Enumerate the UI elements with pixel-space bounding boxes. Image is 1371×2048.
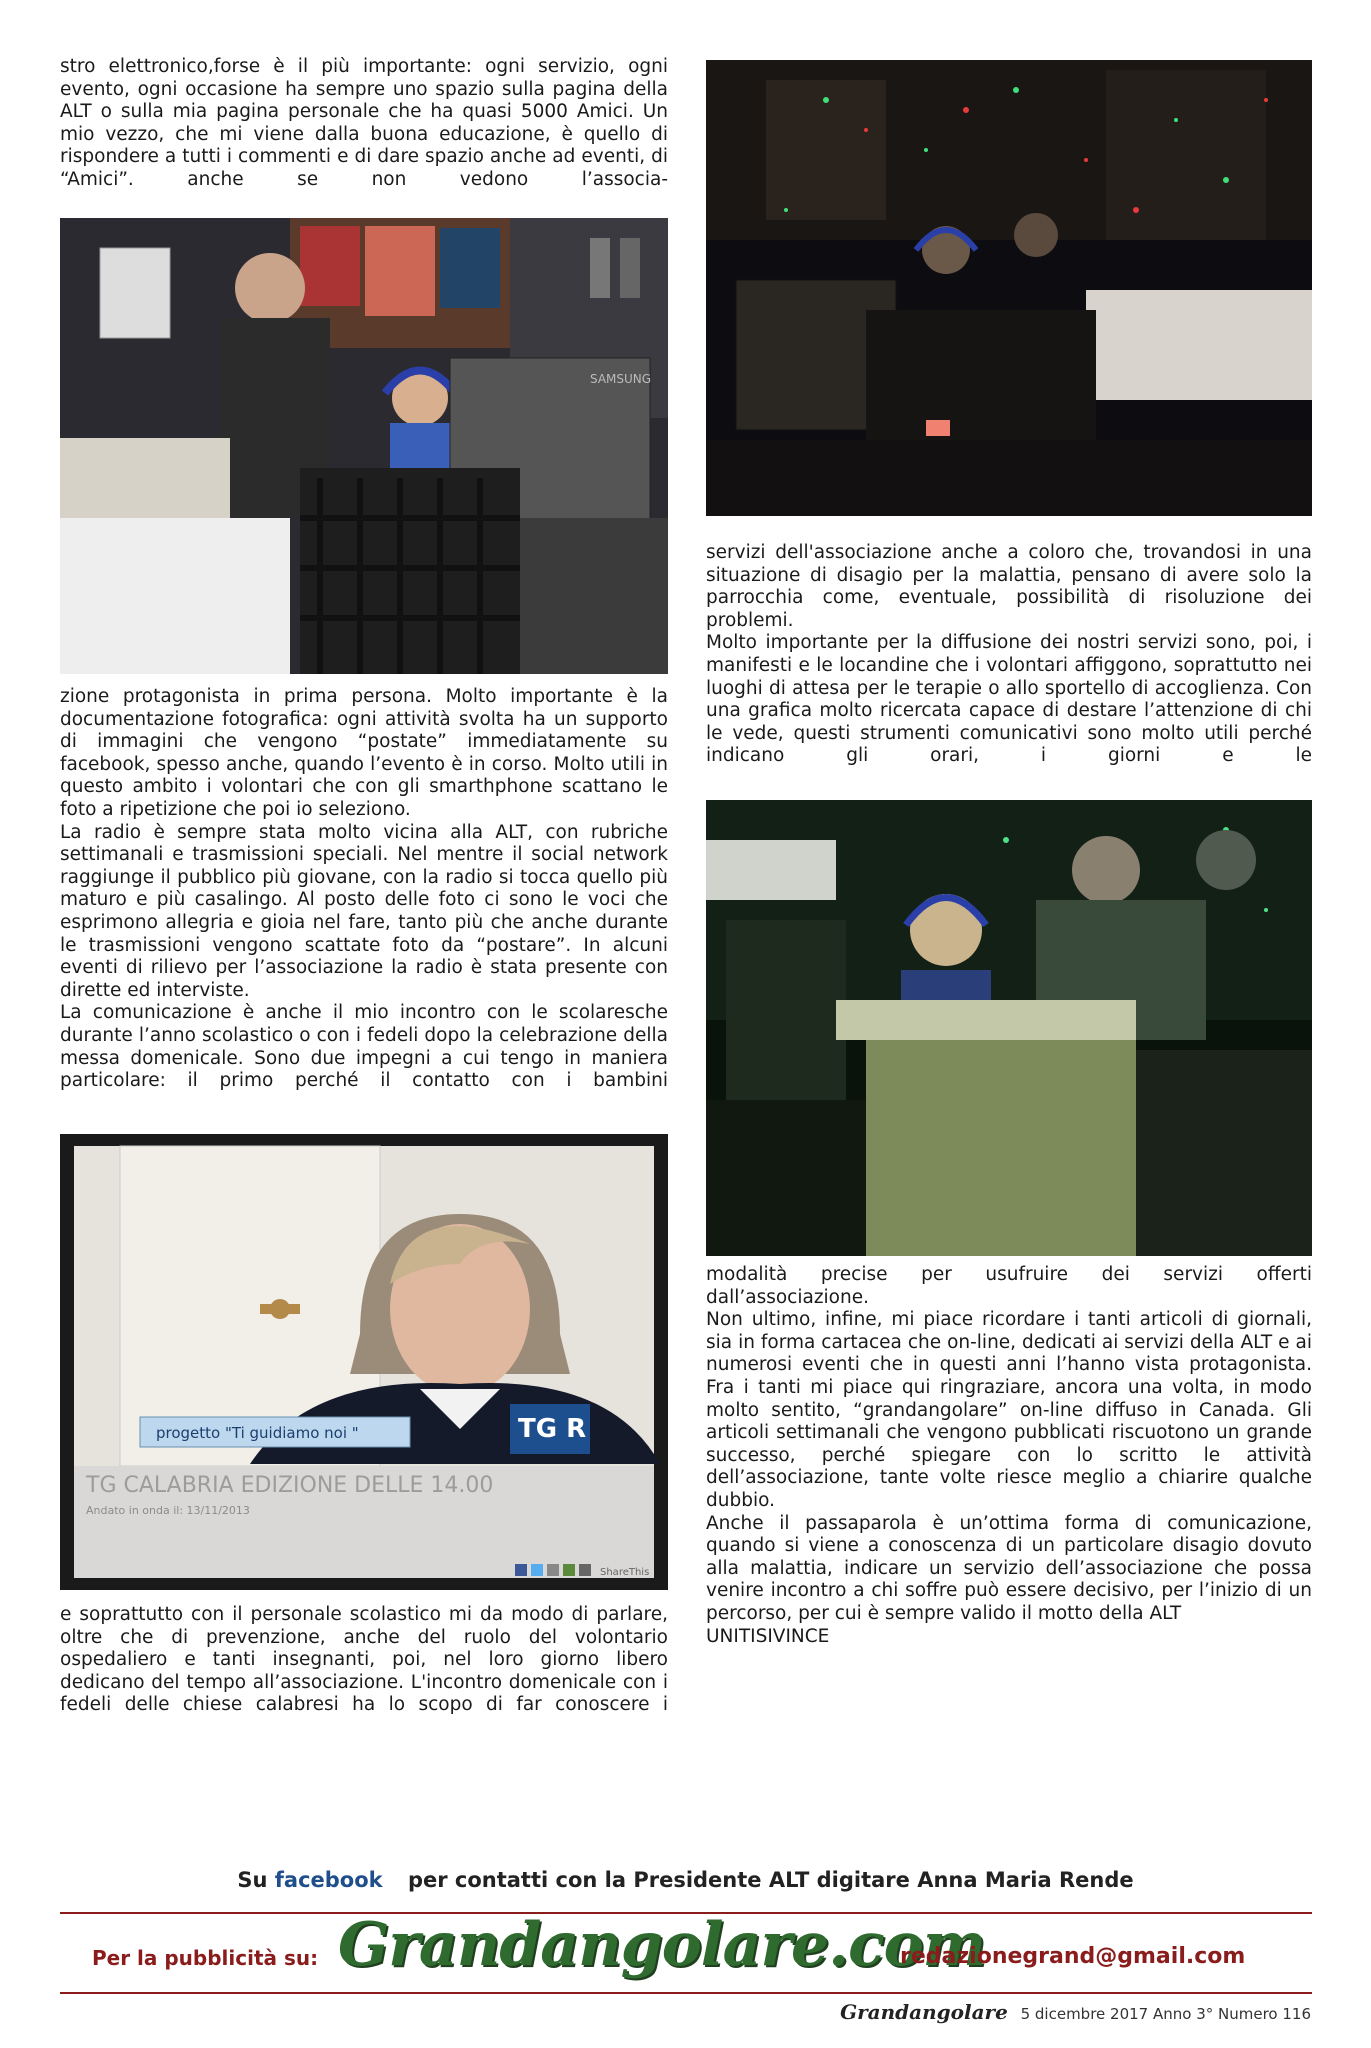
divider — [60, 1992, 1312, 1994]
page-footer — [840, 2000, 1311, 2024]
advertising-row — [60, 1910, 1312, 1990]
photo-studio-green — [706, 800, 1312, 1256]
facebook-prefix: Su — [237, 1868, 268, 1892]
svg-text:ShareThis: ShareThis — [600, 1567, 650, 1578]
brand-logo[interactable]: Grandangolare.com — [338, 1910, 986, 1980]
article-paragraph: La radio è sempre stata molto vicina alla ALT, con rubriche settimanali e trasmissioni speciali. Nel mentre il social network raggiunge il pubblico più giovane, con la radio si tocca quello più maturo e più casalingo. Al posto delle foto ci sono le voci che esprimono allegria e gioia nel fare, tanto più che anche durante le trasmissioni vengono scattate foto da “postare”. In alcuni eventi di rilievo per l’associazione la radio è stata presente con dirette ed interviste. — [60, 821, 668, 1001]
article-column-left-bottom — [60, 1604, 668, 1717]
photo-radio-studio — [60, 218, 668, 674]
svg-text:SAMSUNG: SAMSUNG — [590, 372, 652, 386]
svg-text:TG CALABRIA EDIZIONE DELLE 14.: TG CALABRIA EDIZIONE DELLE 14.00 — [86, 1473, 494, 1498]
publication-name: Grandangolare — [840, 2000, 1008, 2024]
contact-email[interactable]: redazionegrand@gmail.com — [900, 1944, 1246, 1969]
article-paragraph: modalità precise per usufruire dei servizi offerti dall’associazione. — [706, 1264, 1312, 1308]
issue-info: 5 dicembre 2017 Anno 3° Numero 116 — [1020, 2005, 1311, 2023]
svg-text:TG R: TG R — [518, 1414, 587, 1444]
article-paragraph: Anche il passaparola è un’ottima forma di comunicazione, quando si viene a conoscenza di un particolare disagio dovuto alla malattia, indicare un servizio dell’associazione che possa venire incontro a chi soffre può essere decisivo, per l’inizio di un percorso, per cui è sempre valido il motto della ALT — [706, 1512, 1312, 1624]
article-paragraph: zione protagonista in prima persona. Molto importante è la documentazione fotografica: ogni attività svolta ha un supporto di immagini che vengono “postate” immediatamente su facebook, spesso anche, quando l’evento è in corso. Molto utili in questo ambito i volontari che con gli smarthphone scattano le foto a ripetizione che poi io seleziono. — [60, 686, 668, 820]
facebook-link[interactable]: facebook — [274, 1868, 383, 1892]
article-column-right-top — [706, 542, 1312, 768]
article-paragraph: e soprattutto con il personale scolastico mi da modo di parlare, oltre che di prevenzione, anche del ruolo del volontario ospedaliero e tanti insegnanti, poi, nel loro giorno libero dedicano del tempo all’associazione. L'incontro domenicale con i fedeli delle chiese calabresi ha lo scopo di far conoscere i — [60, 1604, 668, 1716]
photo-tv-broadcast — [60, 1134, 668, 1590]
article-signoff: UNITISIVINCE — [706, 1625, 830, 1647]
ad-label: Per la pubblicità su: — [92, 1946, 319, 1970]
article-paragraph: servizi dell'associazione anche a coloro che, trovandosi in una situazione di disagio per la malattia, pensano di avere solo la parrocchia come, eventuale, possibilità di risoluzione dei problemi. — [706, 542, 1312, 631]
svg-text:Andato in onda il: 13/11/2013: Andato in onda il: 13/11/2013 — [86, 1504, 250, 1517]
photo-studio-lights — [706, 60, 1312, 516]
article-paragraph: Non ultimo, infine, mi piace ricordare i tanti articoli di giornali, sia in forma cartacea che on-line, dedicati ai servizi della ALT e ai numerosi eventi che in questi anni l’hanno vista protagonista. Fra i tanti mi piace qui ringraziare, ancora una volta, in modo molto sentito, “grandangolare” on-line diffuso in Canada. Gli articoli settimanali che vengono pubblicati riscuotono un grande successo, perché spiegare con lo scritto le attività dell’associazione, tante volte riesce meglio a chiarire qualche dubbio. — [706, 1309, 1312, 1511]
article-paragraph: stro elettronico,forse è il più importante: ogni servizio, ogni evento, ogni occasione ha sempre uno spazio sulla pagina della ALT o sulla mia pagina personale che ha quasi 5000 Amici. Un mio vezzo, che mi viene dalla buona educazione, è quello di rispondere a tutti i commenti e di dare spazio anche ad eventi, di “Amici”. anche se non vedono l’associa- — [60, 56, 668, 190]
svg-text:progetto "Ti guidiamo noi ": progetto "Ti guidiamo noi " — [156, 1424, 359, 1442]
facebook-rest: per contatti con la Presidente ALT digitare Anna Maria Rende — [407, 1868, 1134, 1892]
facebook-contact-line — [0, 1868, 1371, 1892]
article-column-left-top — [60, 56, 668, 192]
article-paragraph: Molto importante per la diffusione dei nostri servizi sono, poi, i manifesti e le locandine che i volontari affiggono, soprattutto nei luoghi di attesa per le terapie o allo sportello di accoglienza. Con una grafica molto ricercata capace di destare l’attenzione di chi le vede, questi strumenti comunicativi sono molto utili perché indicano gli orari, i giorni e le — [706, 632, 1312, 767]
article-column-right-bottom — [706, 1264, 1312, 1648]
article-paragraph: La comunicazione è anche il mio incontro con le scolaresche durante l’anno scolastico o con i fedeli dopo la celebrazione della messa domenicale. Sono due impegni a cui tengo in maniera particolare: il primo perché il contatto con i bambini — [60, 1002, 668, 1092]
article-column-left-middle — [60, 686, 668, 1093]
share-icons-bar — [515, 1564, 649, 1578]
